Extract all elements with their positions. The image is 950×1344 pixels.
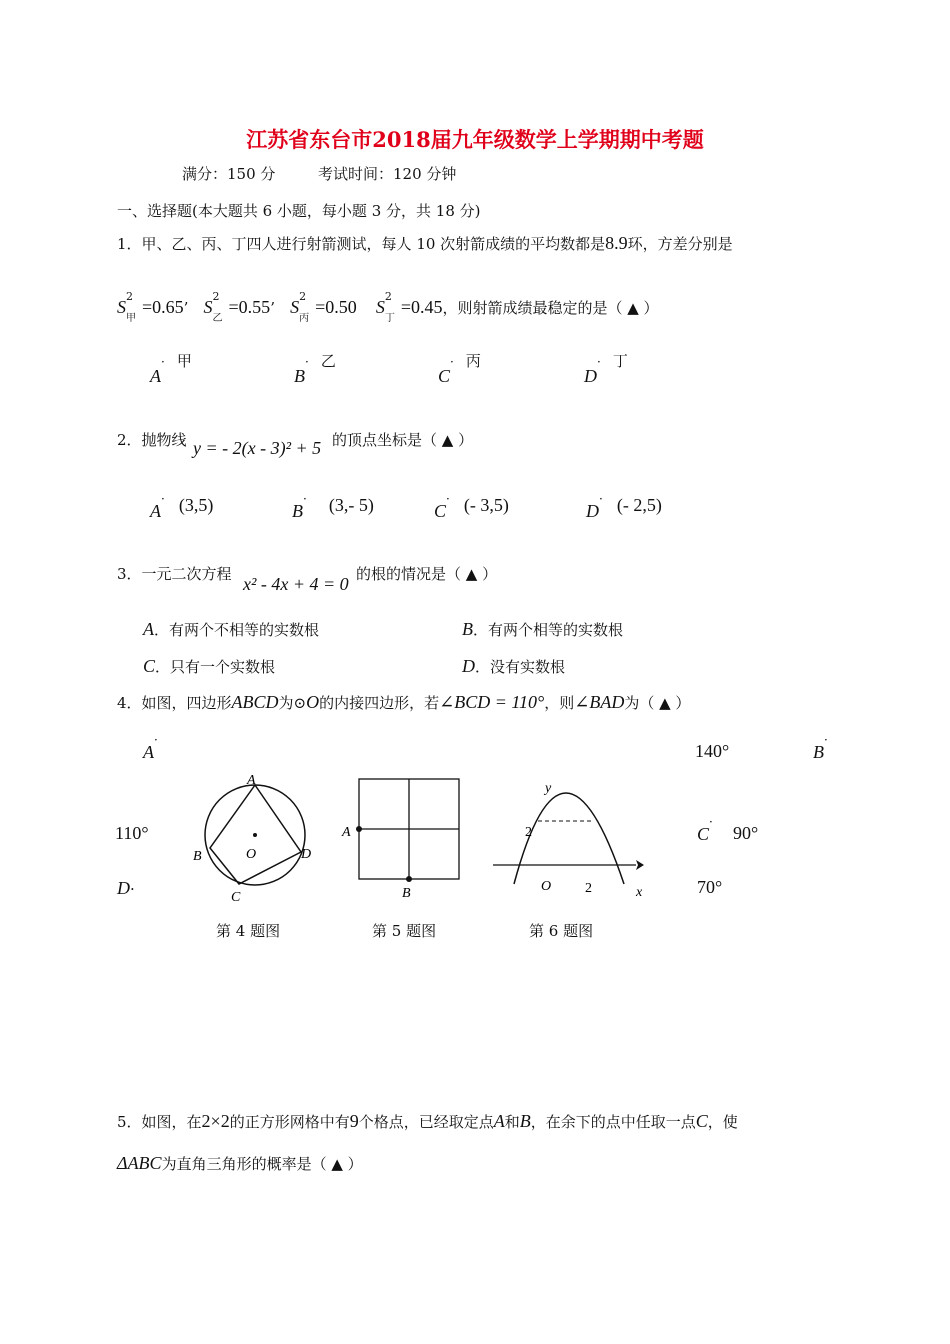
q1-stem — [117, 233, 733, 254]
q1-sub-d: 丁 — [384, 313, 395, 324]
fig5-label-a: A — [342, 825, 351, 840]
q3-stem-b: 的根的情况是（ ▲ ） — [356, 565, 498, 583]
fig6-label-y: y — [545, 781, 552, 796]
q1-tail: ，则射箭成绩最稳定的是（ ▲ ） — [442, 299, 659, 317]
q4-option-d-letter: D· — [117, 878, 135, 898]
q1-var-c: =0.50 — [315, 297, 357, 317]
q3-formula: x² - 4x + 4 = 0 — [243, 574, 349, 594]
q1-variances: S 2 $_甲$=0.65’ S 2 $_乙$=0.55’ S 2 $_丙$=0.50 S 2 $_丁$=0.45，则射箭成绩最稳定的是（ ▲ ） — [117, 290, 659, 324]
q2-option-d: D· (- 2,5) — [586, 492, 662, 521]
q5-stem-line1: 5．如图，在2×2的正方形网格中有9个格点，已经取定点A和B，在余下的点中任取一点C，使 — [117, 1111, 738, 1131]
q4-stem: 4．如图，四边形ABCD为⊙O的内接四边形，若∠BCD = 110°，则∠BAD为（ ▲ ） — [117, 692, 691, 712]
fig4-caption: 第 4 题图 — [216, 922, 281, 940]
q4-option-b-letter: B· — [813, 733, 828, 762]
fig4-label-a: A — [247, 773, 256, 788]
q1-var-d: =0.45 — [400, 297, 443, 317]
q1-stem-b: 环，方差分别是 — [627, 235, 733, 253]
point-b — [406, 876, 412, 882]
x-axis-arrow — [636, 860, 644, 870]
fig5-caption: 第 5 题图 — [372, 922, 437, 940]
section-heading: 一、选择题(本大题共 6 小题，每小题 3 分，共 18 分) — [117, 202, 481, 220]
q4-option-a-letter: A· — [143, 733, 158, 762]
figure-4 — [185, 768, 325, 904]
q1-var-a: =0.65 — [142, 297, 184, 317]
q1-option-a: A· 甲 — [150, 352, 192, 386]
q1-option-c: C· 丙 — [438, 352, 481, 386]
q1-option-b: B· 乙 — [294, 352, 336, 386]
figure-6 — [488, 772, 658, 904]
fig4-label-b: B — [193, 849, 202, 864]
q3-option-a: A．有两个不相等的实数根 — [143, 619, 320, 639]
q1-var-b: =0.55 — [228, 297, 271, 317]
q1-sub-a: 甲 — [126, 313, 136, 324]
q3-option-b: B．有两个相等的实数根 — [462, 619, 624, 639]
point-a — [356, 826, 362, 832]
full-score: 满分：150 分 — [182, 165, 276, 183]
q4-option-b-value: 110° — [115, 823, 149, 843]
exam-time: 考试时间：120 分钟 — [318, 165, 457, 183]
fig4-label-o: O — [246, 847, 257, 862]
q2-option-a: A· (3,5) — [150, 492, 214, 521]
figure-5 — [338, 770, 468, 900]
q2-option-b: B· (3,- 5) — [292, 492, 374, 521]
fig6-caption: 第 6 题图 — [529, 922, 594, 940]
fig6-label-2-x: 2 — [585, 881, 592, 896]
page-title: 江苏省东台市2018届九年级数学上学期期中考题 — [246, 127, 704, 152]
fig5-label-b: B — [402, 886, 411, 900]
q5-stem-line2: ΔABC为直角三角形的概率是（ ▲ ） — [117, 1153, 363, 1173]
q1-stem-a: 1．甲、乙、丙、丁四人进行射箭测试，每人 10 次射箭成绩的平均数都是 — [117, 235, 606, 253]
q4-option-d-value: 70° — [697, 877, 723, 897]
fig6-label-o: O — [541, 879, 552, 894]
fig6-label-x: x — [636, 885, 643, 900]
q3-option-c: C．只有一个实数根 — [143, 656, 276, 676]
q1-sub-c: 丙 — [299, 313, 310, 324]
q1-mean: 8.9 — [605, 233, 628, 253]
q3-stem-a: 3．一元二次方程 — [117, 565, 232, 583]
q1-sub-b: 乙 — [212, 313, 223, 324]
fig4-label-c: C — [231, 890, 241, 904]
q2-option-c: C· (- 3,5) — [434, 492, 509, 521]
q2-stem-a: 2．抛物线 — [117, 431, 187, 449]
center-point — [253, 833, 257, 837]
q4-option-c-value: 90° — [733, 823, 759, 843]
fig4-label-d: D — [301, 847, 312, 862]
q2-stem-b: 的顶点坐标是（ ▲ ） — [332, 431, 474, 449]
q4-option-c-letter: C· — [697, 815, 713, 844]
q3-option-d: D．没有实数根 — [462, 656, 566, 676]
q2-formula: y = - 2(x - 3)² + 5 — [193, 438, 322, 458]
q4-option-a-value: 140° — [695, 741, 730, 761]
q1-option-d: D· 丁 — [584, 352, 628, 386]
fig6-label-2-y: 2 — [525, 825, 532, 840]
